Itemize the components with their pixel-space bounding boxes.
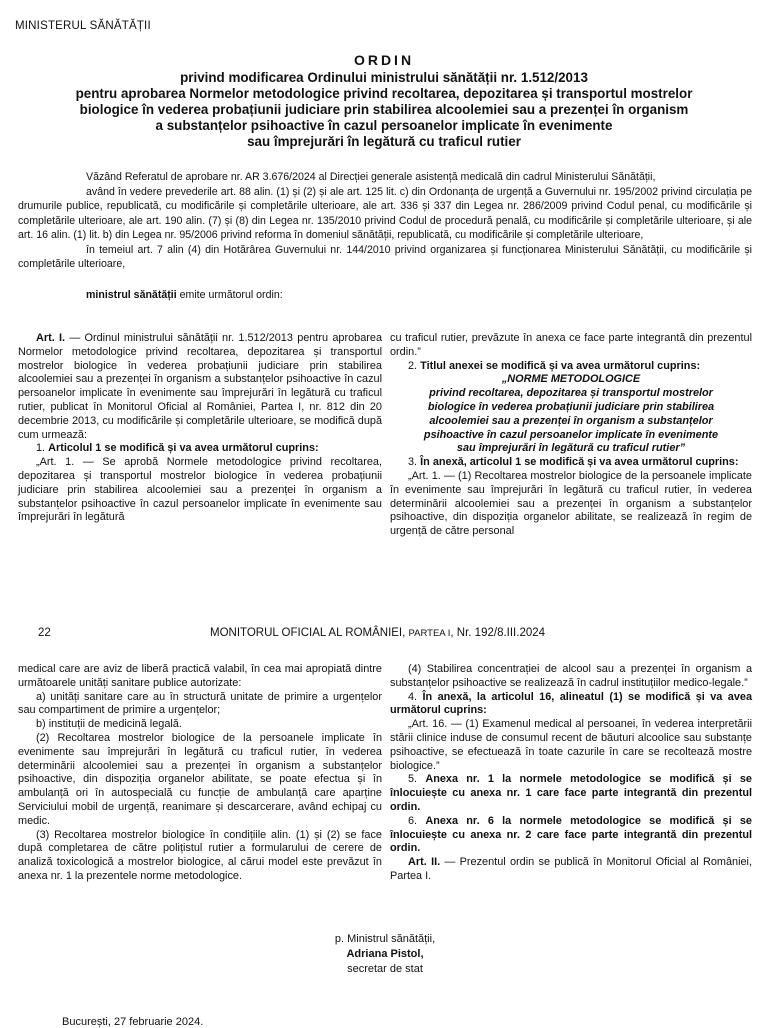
title-line-4: a substanțelor psihoactive în cazul persoanelor implicate în evenimente (155, 118, 613, 133)
article-2 (390, 856, 752, 884)
publication-name: MONITORUL OFICIAL AL ROMÂNIEI, (210, 627, 409, 639)
annex-art-1-para-2: (2) Recoltarea mostrelor biologice de la persoanele implicate în evenimente sau împrejurări în legătură cu traficul rutier, în vederea determinării alcoolemiei sau a prezenței în organism a substanțelor psihoactive, din dispoziția organelor abilitate, se poate efectua și în ambulanță ori în autospecială cu funcție de ambulanță care aparține Serviciului mobil de urgență, reanimare și descarcerare, având echipaj cu medic. (18, 731, 382, 827)
publication-part: PARTEA I (408, 628, 451, 639)
page1-right-column (390, 332, 752, 539)
signatory-role: secretar de stat (347, 963, 423, 975)
item-1-heading: Articolul 1 se modifică și va avea următorul cuprins: (48, 442, 319, 455)
item-5-number: 5. (408, 773, 426, 786)
preamble-referat: Văzând Referatul de aprobare nr. AR 3.676/2024 al Direcției generale asistență medicală din cadrul Ministerului Sănătății, (86, 171, 656, 183)
annex-title-line-2: privind recoltarea, depozitarea și transportul mostrelor (429, 387, 713, 400)
article-1 (18, 332, 382, 442)
item-2 (390, 360, 752, 374)
order-title-block (20, 52, 748, 150)
quote-annex-art-1: „Art. 1. — (1) Recoltarea mostrelor biologice de la persoanele implicate în evenimente sau împrejurări în legătură cu traficul rutier, în vederea determinării alcoolemiei sau a prezenței în organism a substanțelor psihoactive, din dispoziția organelor abilitate, se realizează în regim de urgență de către personal (390, 469, 752, 538)
article-2-text: — Prezentul ordin se publică în Monitorul Oficial al României, Partea I. (390, 856, 753, 882)
item-2-number: 2. (408, 359, 421, 372)
order-title: ORDIN (353, 52, 415, 68)
item-3-heading: În anexă, articolul 1 se modifică și va avea următorul cuprins: (420, 456, 739, 469)
item-4-number: 4. (408, 690, 423, 703)
annex-title-line-3: biologice în vederea probațiunii judiciare prin stabilirea (427, 400, 715, 413)
item-6 (390, 815, 752, 856)
annex-title-line-1: „NORME METODOLOGICE (501, 373, 641, 386)
preamble-emite (18, 288, 752, 303)
signatory-name: Adriana Pistol, (346, 948, 424, 960)
signature-block (300, 932, 470, 977)
annex-art-1-letter-a: a) unități sanitare care au în structură unitate de primire a urgențelor sau compartiment de primire a urgențelor; (18, 690, 382, 717)
item-2-heading: Titlul anexei se modifică și va avea următorul cuprins: (420, 359, 701, 372)
page2-right-column (390, 663, 752, 884)
annex-art-1-continued: medical care are aviz de liberă practică valabil, în cea mai apropiată dintre următoarele unități sanitare publice autorizate: (18, 663, 382, 689)
quote-art-16: „Art. 16. — (1) Examenul medical al persoanei, în vederea interpretării stării clinice induse de consumul recent de băuturi alcoolice sau substanțe psihoactive, se efectuează în toate cazurile în care se recoltează mostre biologice.” (390, 718, 752, 772)
preamble-temei: în temeiul art. 7 alin (4) din Hotărârea Guvernului nr. 144/2010 privind organizarea și funcționarea Ministerului Sănătății, cu modificările și completările ulterioare, (18, 243, 752, 270)
quote-art-1: „Art. 1. — Se aprobă Normele metodologice privind recoltarea, depozitarea și transportul mostrelor biologice în vederea probațiunii judiciare prin stabilirea alcoolemiei sau a prezenței în organism a substanțelor psihoactive în cazul persoanelor implicate în evenimente sau împrejurări în legătură (18, 456, 382, 524)
quote-art-1-continued: cu traficul rutier, prevăzute în anexa ce face parte integrantă din prezentul ordin.” (390, 332, 752, 358)
item-5 (390, 773, 752, 814)
title-line-3: biologice în vederea probațiunii judiciare prin stabilirea alcoolemiei sau a prezenței în organism (79, 102, 689, 117)
annex-title-line-6: sau împrejurări în legătură cu traficul rutier” (456, 442, 686, 455)
preamble-legal-basis: având în vedere prevederile art. 88 alin. (1) și (2) și ale art. 125 lit. c) din Ordonanța de urgență a Guvernului nr. 195/2002 privind circulația pe drumurile publice, republicată, cu modificările și completările ulterioare, ale art. 336 și 337 din Legea nr. 286/2009 privind Codul penal, cu modificările și completările ulterioare, ale art. 190 alin. (7) și (8) din Legea nr. 135/2010 privind Codul de procedură penală, cu modificările și completările ulterioare, și ale art. 16 alin. (1) lit. b) din Legea nr. 95/2006 privind reforma în domeniul sănătății, republicată, cu modificările și completările ulterioare, (18, 185, 752, 241)
item-1 (18, 442, 382, 456)
annex-art-1-para-4: (4) Stabilirea concentrației de alcool sau a prezenței în organism a substanțelor psihoactive se realizează în cadrul instituțiilor medico-legale.” (390, 663, 752, 689)
signature-title: p. Ministrul sănătății, (334, 933, 436, 945)
item-3-number: 3. (408, 456, 421, 469)
article-1-text: — Ordinul ministrului sănătății nr. 1.512/2013 pentru aprobarea Normelor metodologice privind recoltarea, depozitarea și transportul mostrelor biologice în vederea probațiunii judiciare prin stabilirea alcoolemiei sau a prezenței în organism a substanțelor psihoactive în cazul persoanelor implicate în evenimente sau împrejurări în legătură cu traficul rutier, publicat în Monitorul Oficial al României, Partea I, nr. 812 din 20 decembrie 2013, cu modificările și completările ulterioare, se modifică după cum urmează: (18, 332, 382, 441)
annex-art-1-letter-b: b) instituții de medicină legală. (36, 718, 182, 731)
item-3 (390, 456, 752, 470)
annex-title-line-5: psihoactive în cazul persoanelor implicate în evenimente (423, 428, 719, 441)
minister-label: ministrul sănătății (86, 288, 177, 301)
annex-art-1-para-3: (3) Recoltarea mostrelor biologice în condițiile alin. (1) și (2) se face după completarea de către polițistul rutier a formularului de cerere de analiză toxicologică a mostrelor biologice, al cărui model este prevăzut în anexa nr. 1 la prezentele norme metodologice. (18, 828, 382, 882)
publication-info (210, 627, 545, 639)
item-1-number: 1. (36, 442, 49, 455)
item-6-number: 6. (408, 814, 426, 827)
emite-text: emite următorul ordin: (176, 288, 283, 301)
ministry-header: MINISTERUL SĂNĂTĂȚII (15, 20, 151, 32)
item-4 (390, 691, 752, 719)
title-line-5: sau împrejurări în legătură cu traficul rutier (247, 134, 521, 149)
title-line-1: privind modificarea Ordinului ministrului sănătății nr. 1.512/2013 (180, 70, 588, 85)
page2-left-column (18, 663, 382, 884)
page-number: 22 (38, 627, 51, 639)
page1-left-column (18, 332, 382, 525)
place-date: București, 27 februarie 2024. (62, 1016, 204, 1028)
annex-title-line-4: alcoolemiei sau a prezenței în organism a substanțelor (429, 414, 713, 427)
item-6-heading: Anexa nr. 6 la normele metodologice se modifică și se înlocuiește cu anexa nr. 2 care face parte integrantă din prezentul ordin. (390, 814, 752, 855)
title-line-2: pentru aprobarea Normelor metodologice privind recoltarea, depozitarea și transportul mostrelor (75, 86, 693, 101)
preamble (18, 170, 752, 302)
item-5-heading: Anexa nr. 1 la normele metodologice se modifică și se înlocuiește cu anexa nr. 1 care face parte integrantă din prezentul ordin. (390, 773, 752, 813)
article-1-label: Art. I. (36, 332, 66, 344)
item-4-heading: În anexă, la articolul 16, alineatul (1) se modifică și va avea următorul cuprins: (390, 690, 752, 717)
article-2-label: Art. II. (408, 856, 441, 869)
publication-issue: , Nr. 192/8.III.2024 (450, 627, 546, 639)
